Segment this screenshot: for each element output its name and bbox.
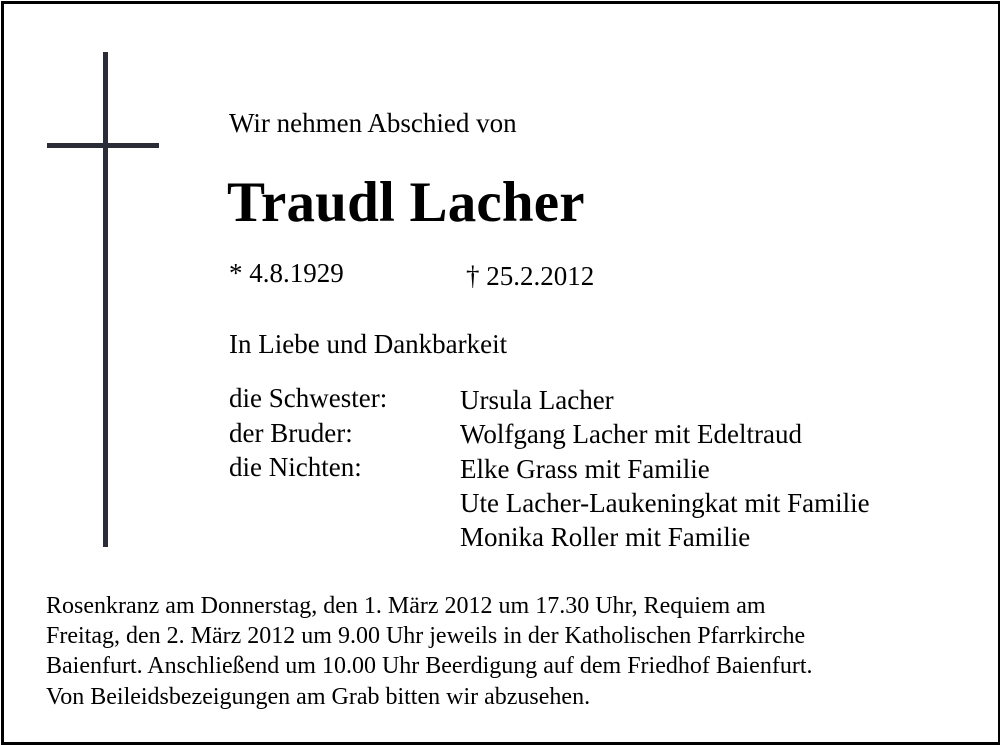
relative-name: Elke Grass mit Familie	[460, 454, 710, 484]
cross-vertical-beam	[103, 52, 108, 547]
service-notice-line: Baienfurt. Anschließend um 10.00 Uhr Beerdigung auf dem Friedhof Baienfurt.	[46, 653, 813, 679]
relative-name: Ursula Lacher	[460, 385, 614, 415]
dedication-text: In Liebe und Dankbarkeit	[229, 329, 508, 359]
deceased-name: Traudl Lacher	[227, 171, 585, 234]
cross-horizontal-beam	[47, 143, 159, 148]
relative-label-sister: die Schwester:	[229, 383, 388, 413]
relative-name: Wolfgang Lacher mit Edeltraud	[460, 419, 802, 449]
intro-text: Wir nehmen Abschied von	[229, 108, 517, 138]
relative-label-nieces: die Nichten:	[229, 452, 362, 482]
relative-name: Ute Lacher-Laukeningkat mit Familie	[460, 488, 870, 518]
relative-name: Monika Roller mit Familie	[460, 522, 751, 552]
service-notice-line: Freitag, den 2. März 2012 um 9.00 Uhr jeweils in der Katholischen Pfarrkirche	[46, 623, 806, 649]
birth-date: * 4.8.1929	[229, 258, 344, 288]
condolence-notice-line: Von Beileidsbezeigungen am Grab bitten wir abzusehen.	[46, 684, 591, 710]
relative-label-brother: der Bruder:	[229, 418, 353, 448]
service-notice-line: Rosenkranz am Donnerstag, den 1. März 2012 um 17.30 Uhr, Requiem am	[46, 593, 766, 619]
death-date: † 25.2.2012	[466, 261, 595, 291]
